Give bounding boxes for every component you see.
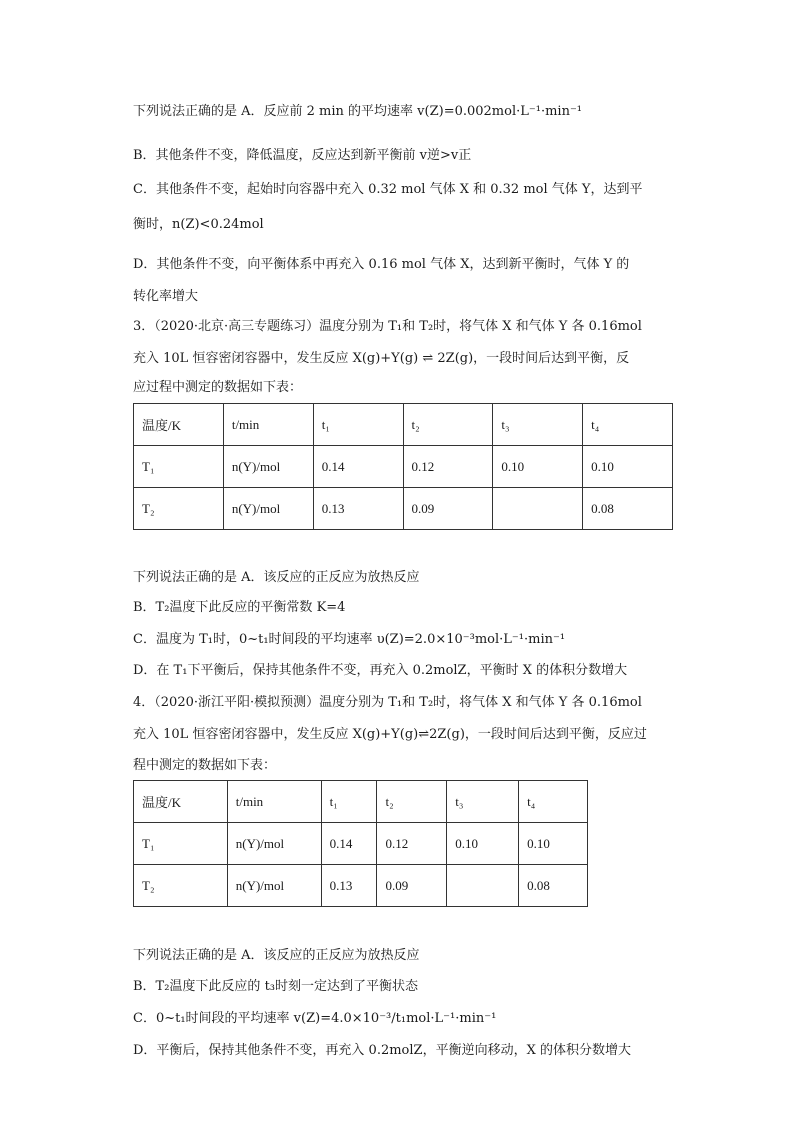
table-cell: 0.09 xyxy=(403,488,493,530)
table-row xyxy=(134,823,588,865)
table-cell: 0.10 xyxy=(447,823,519,865)
table-header-cell: t₁ xyxy=(313,404,403,446)
table-header-cell: t₄ xyxy=(519,781,588,823)
table-row xyxy=(134,865,588,907)
table-cell: T₂ xyxy=(134,488,224,530)
table-cell: 0.14 xyxy=(313,446,403,488)
q3-option-c: C．温度为 T₁时，0~t₁时间段的平均速率 υ(Z)=2.0×10⁻³mol·L⁻¹·min⁻¹ xyxy=(133,632,566,647)
table-cell: 0.09 xyxy=(377,865,447,907)
table-header-cell: t/min xyxy=(227,781,321,823)
table-cell xyxy=(493,488,583,530)
table-cell: n(Y)/mol xyxy=(223,488,313,530)
table-row xyxy=(134,488,673,530)
q4-option-c: C．0~t₁时间段的平均速率 v(Z)=4.0×10⁻³/t₁mol·L⁻¹·min⁻¹ xyxy=(133,1011,497,1026)
q2-option-c-line2: 衡时，n(Z)<0.24mol xyxy=(133,217,264,232)
table-cell: 0.14 xyxy=(321,823,377,865)
q4-stem-line1: 4．（2020·浙江平阳·模拟预测）温度分别为 T₁和 T₂时，将气体 X 和气体 Y 各 0.16mol xyxy=(133,695,642,710)
q3-stem-line2: 充入 10L 恒容密闭容器中，发生反应 X(g)+Y(g) ⇌ 2Z(g)，一段时间后达到平衡，反 xyxy=(133,351,630,366)
q4-option-d: D．平衡后，保持其他条件不变，再充入 0.2molZ，平衡逆向移动，X 的体积分数增大 xyxy=(133,1043,631,1058)
table-header-cell: t/min xyxy=(223,404,313,446)
table-header-cell: 温度/K xyxy=(134,781,228,823)
q4-stem-line3: 程中测定的数据如下表： xyxy=(133,758,277,773)
table-header-cell: 温度/K xyxy=(134,404,224,446)
q2-option-a: 下列说法正确的是 A．反应前 2 min 的平均速率 v(Z)=0.002mol·L⁻¹·min⁻¹ xyxy=(133,104,583,119)
table-cell: T₁ xyxy=(134,446,224,488)
q3-stem-line3: 应过程中测定的数据如下表： xyxy=(133,380,303,395)
q3-option-b: B．T₂温度下此反应的平衡常数 K=4 xyxy=(133,600,346,615)
table-cell: 0.10 xyxy=(519,823,588,865)
table-header-cell: t₃ xyxy=(493,404,583,446)
q2-option-d-line1: D．其他条件不变，向平衡体系中再充入 0.16 mol 气体 X，达到新平衡时，气体 Y 的 xyxy=(133,257,630,272)
table-cell: T₂ xyxy=(134,865,228,907)
table-cell: 0.08 xyxy=(583,488,673,530)
table-cell xyxy=(447,865,519,907)
q4-stem-line2: 充入 10L 恒容密闭容器中，发生反应 X(g)+Y(g)⇌2Z(g)，一段时间后达到平衡，反应过 xyxy=(133,727,647,742)
table-row xyxy=(134,446,673,488)
table-cell: 0.10 xyxy=(493,446,583,488)
table-cell: T₁ xyxy=(134,823,228,865)
table-cell: 0.12 xyxy=(377,823,447,865)
table-header-cell: t₃ xyxy=(447,781,519,823)
table-cell: 0.10 xyxy=(583,446,673,488)
table-cell: n(Y)/mol xyxy=(223,446,313,488)
table-header-cell: t₂ xyxy=(403,404,493,446)
q2-option-c-line1: C．其他条件不变，起始时向容器中充入 0.32 mol 气体 X 和 0.32 mol 气体 Y，达到平 xyxy=(133,182,643,197)
table-header-cell: t₄ xyxy=(583,404,673,446)
q3-stem-line1: 3．（2020·北京·高三专题练习）温度分别为 T₁和 T₂时，将气体 X 和气体 Y 各 0.16mol xyxy=(133,319,642,334)
q4-option-b: B．T₂温度下此反应的 t₃时刻一定达到了平衡状态 xyxy=(133,979,419,994)
table-cell: n(Y)/mol xyxy=(227,865,321,907)
table-cell: n(Y)/mol xyxy=(227,823,321,865)
q2-option-d-line2: 转化率增大 xyxy=(133,289,199,304)
table-header-cell: t₁ xyxy=(321,781,377,823)
q4-data-table xyxy=(133,780,588,907)
table-cell: 0.13 xyxy=(321,865,377,907)
q3-data-table xyxy=(133,403,673,530)
q2-option-b: B．其他条件不变，降低温度，反应达到新平衡前 v逆>v正 xyxy=(133,148,472,163)
table-header-cell: t₂ xyxy=(377,781,447,823)
q4-option-a: 下列说法正确的是 A．该反应的正反应为放热反应 xyxy=(133,948,420,963)
table-header-row xyxy=(134,781,588,823)
table-cell: 0.12 xyxy=(403,446,493,488)
table-header-row xyxy=(134,404,673,446)
q3-option-d: D．在 T₁下平衡后，保持其他条件不变，再充入 0.2molZ，平衡时 X 的体积分数增大 xyxy=(133,663,628,678)
table-cell: 0.08 xyxy=(519,865,588,907)
q3-option-a: 下列说法正确的是 A．该反应的正反应为放热反应 xyxy=(133,570,420,585)
table-cell: 0.13 xyxy=(313,488,403,530)
